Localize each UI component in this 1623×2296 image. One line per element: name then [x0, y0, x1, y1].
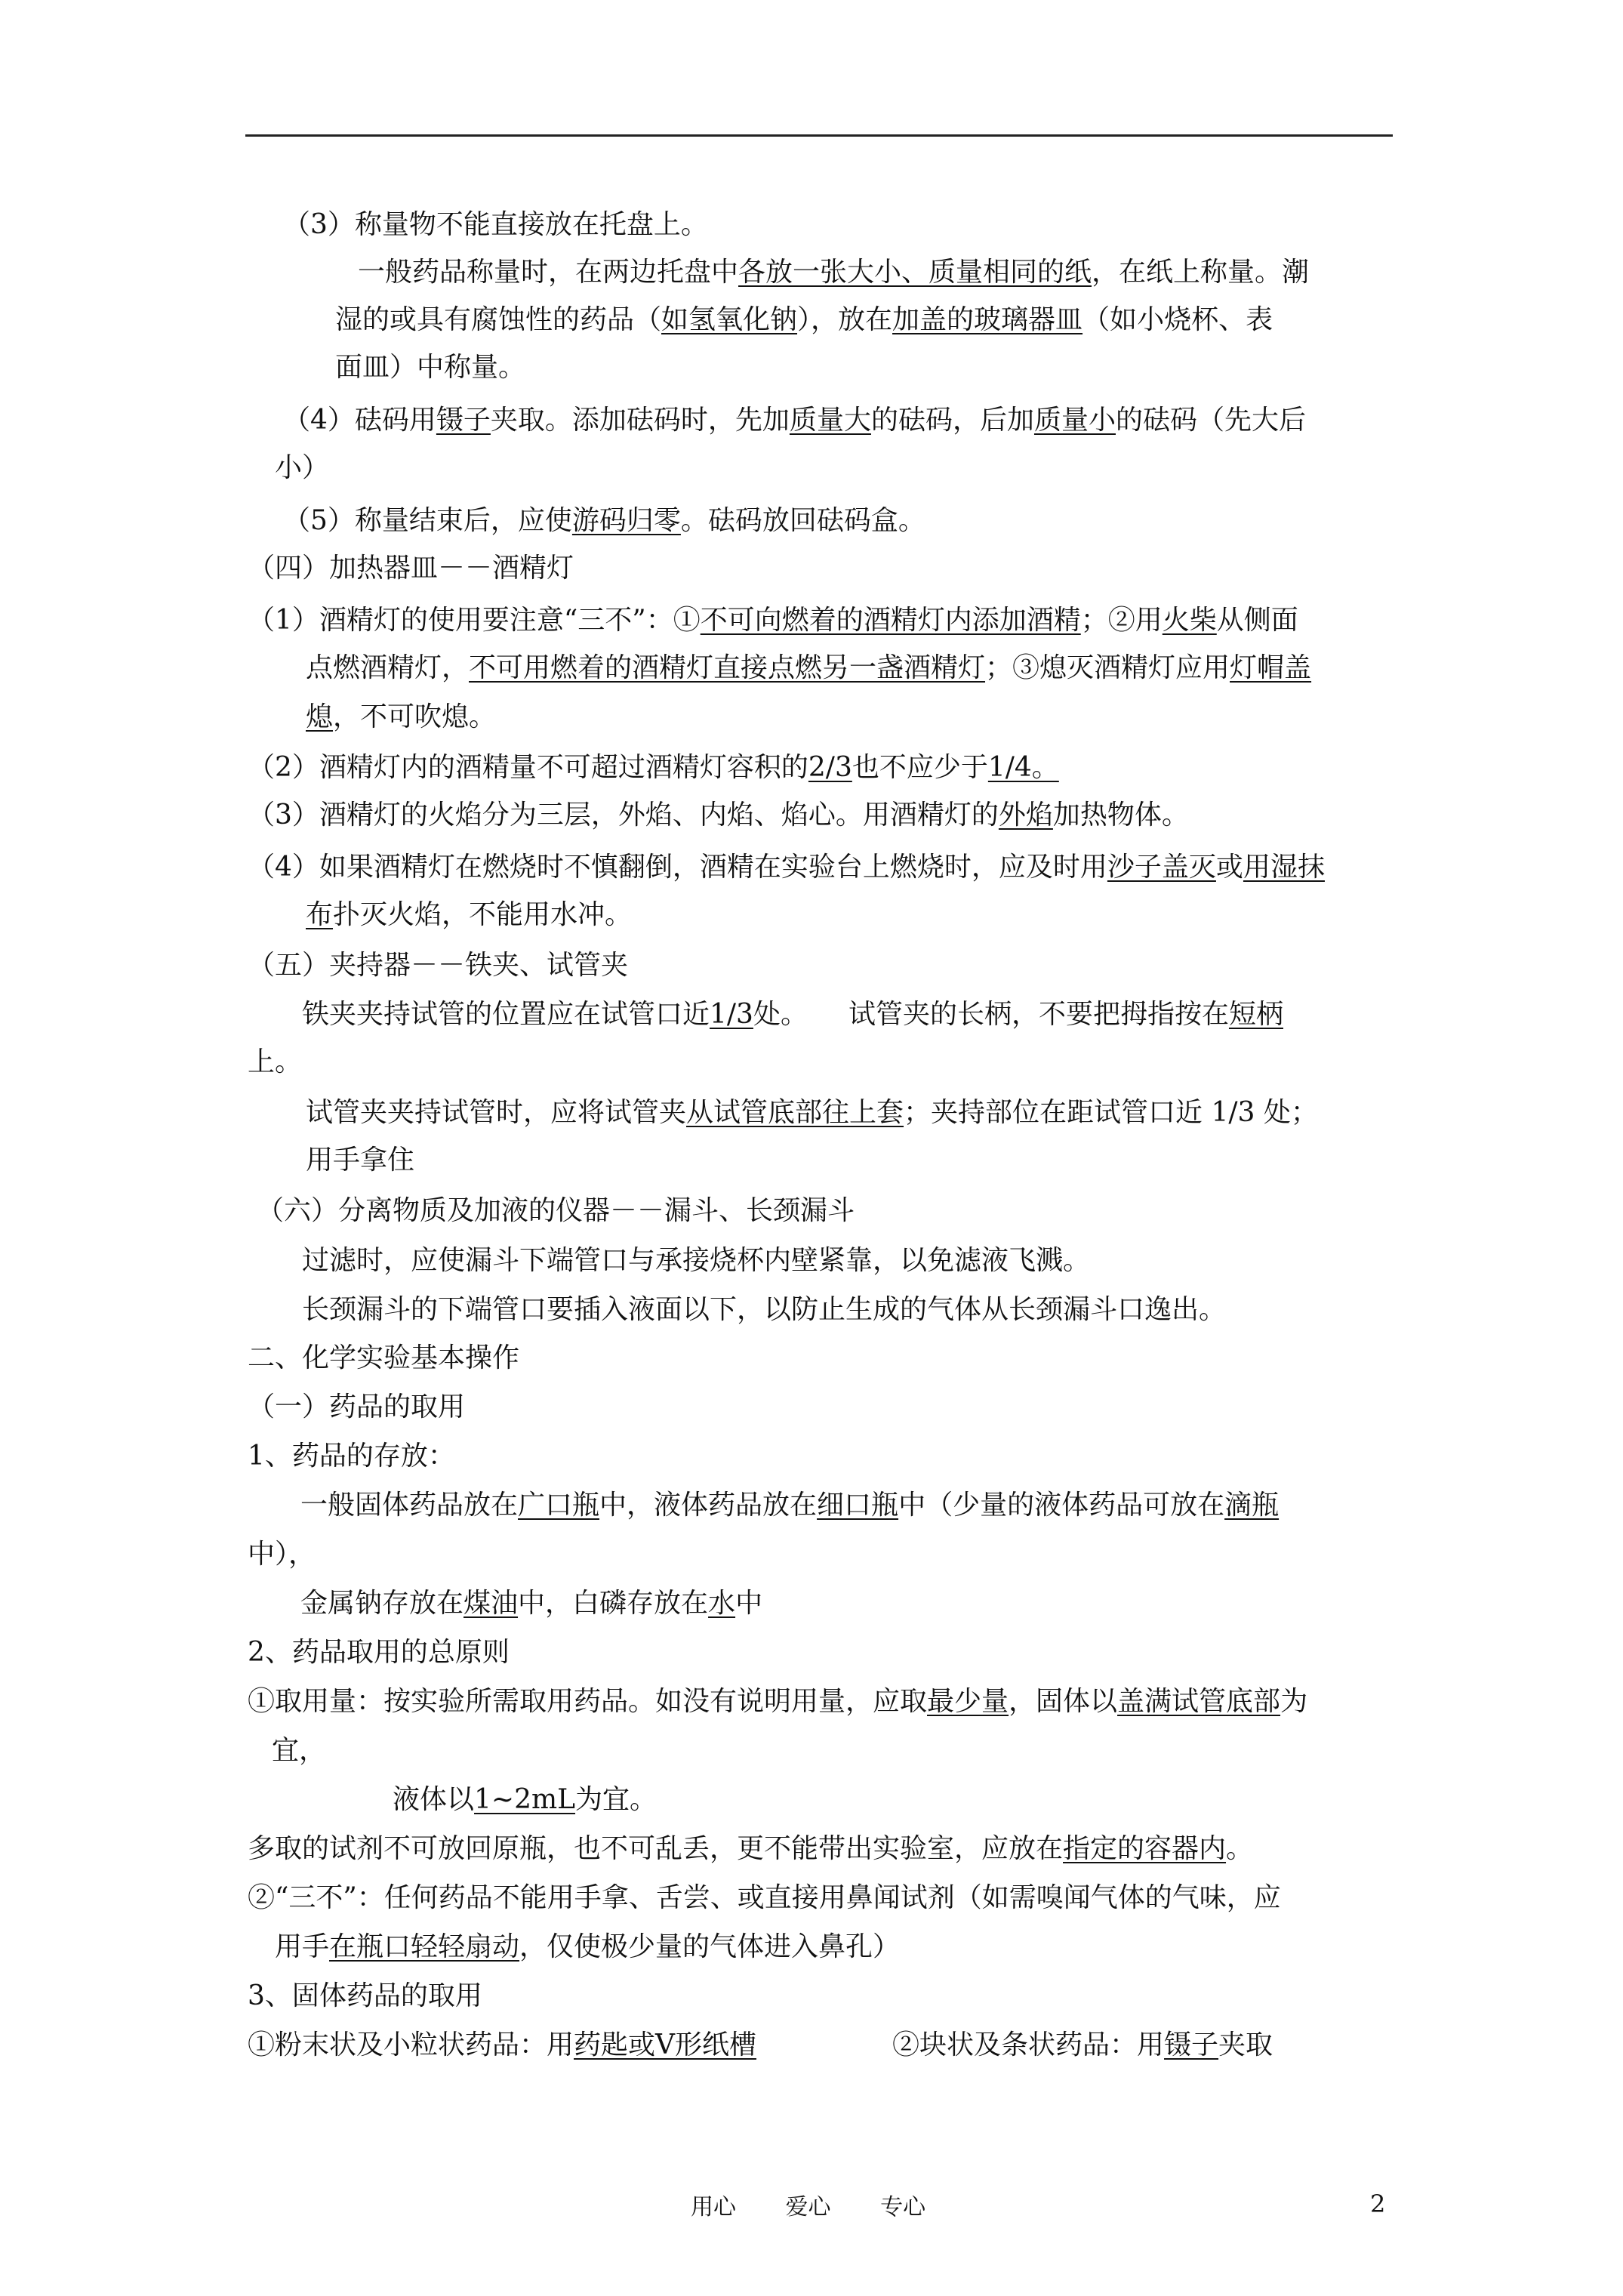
text-run: ），放在	[797, 304, 893, 335]
text-run: 小）	[275, 452, 330, 483]
text-run: 用手拿住	[306, 1145, 415, 1176]
text-run: 点燃酒精灯，	[306, 652, 470, 683]
text-run: ；③熄灭酒精灯应用	[985, 652, 1230, 683]
text-run: 为	[1280, 1686, 1308, 1717]
underlined-answer: 质量小	[1033, 405, 1116, 436]
text-run: （如小烧杯、表	[1083, 304, 1273, 335]
text-run: （五）夹持器－－铁夹、试管夹	[248, 950, 629, 981]
text-line	[306, 1096, 1318, 1130]
text-run: 中（少量的液体药品可放在	[898, 1490, 1225, 1521]
text-run: ②“三不”：任何药品不能用手拿、舌尝、或直接用鼻闻试剂（如需嗅闻气体的气味，应	[248, 1882, 1281, 1913]
text-run: 铁夹夹持试管的位置应在试管口近	[302, 999, 710, 1030]
text-run: 。	[1226, 1833, 1254, 1864]
underlined-answer: 指定的容器内	[1063, 1833, 1227, 1864]
text-run: 。砝码放回砝码盒。	[680, 505, 925, 536]
text-run: ②块状及条状药品：用	[756, 2029, 1165, 2060]
text-run: 也不应少于	[852, 752, 988, 783]
text-run: 二、化学实验基本操作	[248, 1342, 520, 1373]
text-run: 扑灭火焰，不能用水冲。	[333, 899, 633, 930]
text-run: 中	[735, 1588, 763, 1619]
text-run: （1）酒精灯的使用要注意“三不”：①	[248, 605, 701, 636]
section-heading	[248, 949, 628, 982]
text-line	[248, 1832, 1253, 1866]
underlined-answer: 水	[708, 1588, 736, 1619]
section-heading	[248, 1342, 519, 1375]
text-line	[248, 1538, 316, 1571]
text-line	[272, 1734, 326, 1767]
text-run: 为宜。	[575, 1784, 658, 1815]
underlined-answer: 镊子	[1164, 2029, 1219, 2060]
text-run: ，在纸上称量。潮	[1092, 257, 1310, 288]
text-line	[248, 1881, 1281, 1915]
text-line	[302, 1244, 1090, 1277]
underlined-answer: 1/3	[710, 999, 753, 1030]
underlined-answer: 如氢氧化钠	[661, 304, 798, 335]
text-run: （4）砝码用	[283, 405, 436, 436]
text-run: 试管夹夹持试管时，应将试管夹	[306, 1097, 687, 1128]
text-run: （5）称量结束后，应使	[283, 505, 572, 536]
text-line	[248, 1636, 510, 1669]
underlined-answer: 滴瓶	[1224, 1490, 1280, 1521]
text-run: 中，液体药品放在	[599, 1490, 818, 1521]
underlined-answer: 2/3	[808, 752, 852, 783]
text-run: 宜，	[272, 1735, 327, 1766]
text-line	[302, 998, 1283, 1031]
section-heading	[248, 1391, 465, 1424]
text-run: 从侧面	[1216, 605, 1298, 636]
underlined-answer: 盖满试管底部	[1117, 1686, 1281, 1717]
header-rule	[245, 134, 1393, 137]
text-run: ，固体以	[1009, 1686, 1118, 1717]
text-line	[335, 304, 1273, 337]
text-line	[248, 751, 1059, 784]
section-heading	[257, 1194, 855, 1228]
text-line	[393, 1783, 657, 1817]
underlined-answer: 广口瓶	[518, 1490, 600, 1521]
text-line	[248, 1980, 482, 2013]
text-line	[248, 851, 1325, 884]
underlined-answer: 1~2mL	[474, 1784, 576, 1815]
text-run: （六）分离物质及加液的仪器－－漏斗、长颈漏斗	[257, 1195, 855, 1226]
underlined-answer: 熄	[306, 701, 334, 732]
text-run: ，不可吹熄。	[333, 701, 497, 732]
text-run: ；夹持部位在距试管口近 1/3 处；	[904, 1097, 1318, 1128]
text-run: 加热物体。	[1052, 800, 1189, 831]
underlined-answer: 加盖的玻璃器皿	[892, 304, 1083, 335]
underlined-answer: 最少量	[927, 1686, 1009, 1717]
text-line	[248, 2029, 1273, 2062]
underlined-answer: 从试管底部往上套	[686, 1097, 904, 1128]
text-run: 的砝码，后加	[870, 405, 1034, 436]
underlined-answer: 药匙或V形纸槽	[574, 2029, 757, 2060]
underlined-answer: 短柄	[1228, 999, 1283, 1030]
underlined-answer: 用湿抹	[1243, 852, 1325, 883]
text-line	[300, 1587, 762, 1620]
text-run: 夹取。添加砝码时，先加	[490, 405, 790, 436]
text-run: 或	[1215, 852, 1243, 883]
underlined-answer: 不可用燃着的酒精灯直接点燃另一盏酒精灯	[469, 652, 986, 683]
text-line	[283, 504, 925, 538]
text-run: 过滤时，应使漏斗下端管口与承接烧杯内壁紧靠，以免滤液飞溅。	[302, 1245, 1091, 1276]
underlined-answer: 1/4。	[987, 752, 1059, 783]
underlined-answer: 沙子盖灭	[1107, 852, 1216, 883]
text-line	[283, 404, 1306, 437]
text-run: ①粉末状及小粒状药品：用	[248, 2029, 574, 2060]
text-line	[300, 1489, 1279, 1522]
underlined-answer: 布	[306, 899, 334, 930]
text-line	[275, 451, 329, 485]
underlined-answer: 各放一张大小、质量相同的纸	[738, 257, 1092, 288]
text-line	[306, 898, 632, 932]
text-run: ，仅使极少量的气体进入鼻孔）	[519, 1931, 901, 1962]
text-run: 湿的或具有腐蚀性的药品（	[335, 304, 662, 335]
text-run: ①取用量：按实验所需取用药品。如没有说明用量，应取	[248, 1686, 928, 1717]
underlined-answer: 在瓶口轻轻扇动	[329, 1931, 520, 1962]
text-line	[248, 799, 1189, 832]
text-run: 2、药品取用的总原则	[248, 1637, 510, 1668]
footer-word: 爱心	[785, 2194, 831, 2220]
underlined-answer: 质量大	[789, 405, 871, 436]
underlined-answer: 游码归零	[571, 505, 681, 536]
text-line	[306, 701, 496, 734]
text-run: 用手	[275, 1931, 330, 1962]
text-run: 处。 试管夹的长柄，不要把拇指按在	[753, 999, 1229, 1030]
text-run: （2）酒精灯内的酒精量不可超过酒精灯容积的	[248, 752, 808, 783]
text-line	[358, 256, 1309, 289]
text-line	[306, 652, 1311, 685]
text-run: 多取的试剂不可放回原瓶，也不可乱丢，更不能带出实验室，应放在	[248, 1833, 1064, 1864]
text-run: 3、固体药品的取用	[248, 1980, 482, 2011]
text-run: 长颈漏斗的下端管口要插入液面以下，以防止生成的气体从长颈漏斗口逸出。	[302, 1294, 1227, 1325]
section-heading	[248, 552, 574, 585]
text-run: 上。	[248, 1046, 303, 1077]
text-run: （4）如果酒精灯在燃烧时不慎翻倒，酒精在实验台上燃烧时，应及时用	[248, 852, 1107, 883]
footer-word: 专心	[880, 2194, 926, 2220]
text-run: 面皿）中称量。	[335, 352, 526, 383]
text-run: （一）药品的取用	[248, 1391, 466, 1422]
underlined-answer: 外焰	[998, 800, 1053, 831]
underlined-answer: 灯帽盖	[1230, 652, 1312, 683]
text-run: ；②用	[1080, 605, 1163, 636]
text-line	[248, 1440, 455, 1473]
text-run: 中），	[248, 1539, 316, 1570]
text-run: 液体以	[393, 1784, 475, 1815]
footer-motto	[691, 2188, 968, 2221]
footer-word: 用心	[691, 2194, 736, 2220]
text-run: （四）加热器皿－－酒精灯	[248, 553, 574, 584]
text-line	[302, 1293, 1226, 1327]
text-line	[335, 351, 525, 384]
text-run: 一般固体药品放在	[300, 1490, 519, 1521]
text-run: （3）称量物不能直接放在托盘上。	[283, 209, 708, 240]
text-run: （3）酒精灯的火焰分为三层，外焰、内焰、焰心。用酒精灯的	[248, 800, 999, 831]
text-line	[248, 1685, 1307, 1718]
underlined-answer: 煤油	[463, 1588, 519, 1619]
text-line	[248, 604, 1298, 637]
text-line	[248, 1046, 302, 1079]
text-run: 金属钠存放在	[300, 1588, 464, 1619]
text-run: 一般药品称量时，在两边托盘中	[358, 257, 739, 288]
text-run: 的砝码（先大后	[1115, 405, 1306, 436]
underlined-answer: 火柴	[1162, 605, 1217, 636]
text-run: 夹取	[1218, 2029, 1273, 2060]
text-run: 1、药品的存放：	[248, 1441, 455, 1472]
text-line	[275, 1931, 900, 1964]
page-number: 2	[1370, 2190, 1386, 2218]
underlined-answer: 不可向燃着的酒精灯内添加酒精	[700, 605, 1081, 636]
text-run: 中，白磷存放在	[518, 1588, 709, 1619]
text-line	[283, 208, 708, 242]
text-line	[306, 1144, 414, 1177]
underlined-answer: 镊子	[436, 405, 491, 436]
underlined-answer: 细口瓶	[817, 1490, 899, 1521]
